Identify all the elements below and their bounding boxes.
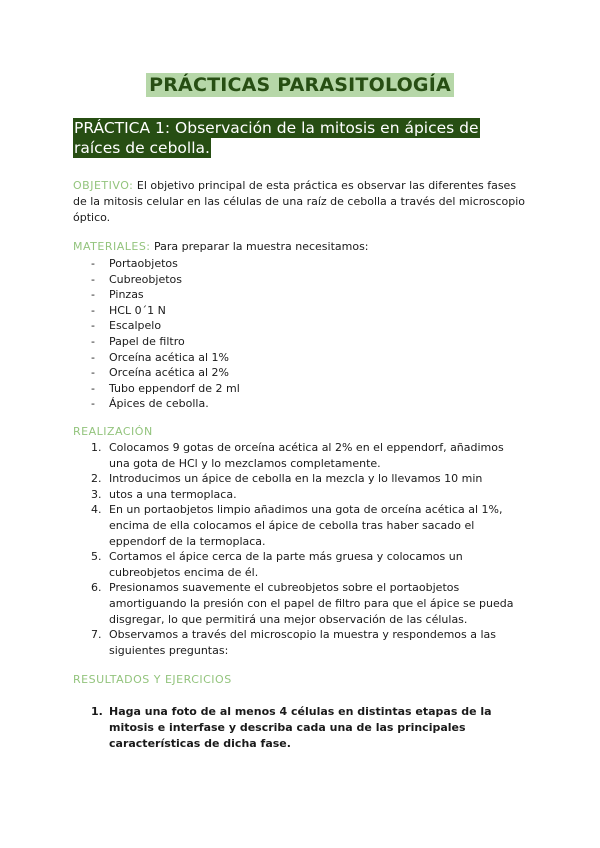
step-number: 3. bbox=[91, 487, 102, 501]
step-text: utos a una termoplaca. bbox=[109, 487, 237, 501]
document-title bbox=[0, 74, 600, 96]
step-number: 5. bbox=[91, 550, 102, 564]
material-item-text: Escalpelo bbox=[109, 319, 162, 333]
material-item-text: Cubreobjetos bbox=[109, 272, 182, 286]
procedure-heading bbox=[73, 424, 533, 440]
material-item-text: Tubo eppendorf de 2 ml bbox=[109, 381, 240, 395]
results-label: RESULTADOS Y EJERCICIOS bbox=[73, 673, 232, 686]
procedure-step bbox=[91, 487, 521, 503]
exercise-item bbox=[91, 704, 511, 752]
step-text: Presionamos suavemente el cubreobjetos sobre el portaobjetos amortiguando la presión con el papel de filtro para que el ápice se pueda disgregar, lo que permitirá una mejor observación de las células. bbox=[109, 581, 514, 626]
step-number: 7. bbox=[91, 628, 102, 642]
material-item bbox=[91, 334, 240, 350]
step-text: Observamos a través del microscopio la muestra y respondemos a las siguientes preguntas: bbox=[109, 628, 497, 657]
practice-heading-text: PRÁCTICA 1: Observación de la mitosis en ápices de raíces de cebolla. bbox=[74, 119, 479, 157]
step-number: 2. bbox=[91, 472, 102, 486]
objective-label: OBJETIVO: bbox=[73, 179, 134, 192]
practice-heading bbox=[73, 118, 493, 158]
material-item-text: HCL 0´1 N bbox=[109, 303, 166, 317]
list-bullet: - bbox=[91, 303, 95, 317]
material-item bbox=[91, 256, 240, 272]
materials-intro: Para preparar la muestra necesitamos: bbox=[150, 240, 369, 253]
material-item-text: Orceína acética al 2% bbox=[109, 366, 229, 380]
material-item bbox=[91, 318, 240, 334]
material-item bbox=[91, 350, 240, 366]
exercise-number: 1. bbox=[91, 705, 103, 718]
material-item bbox=[91, 303, 240, 319]
material-item-text: Portaobjetos bbox=[109, 257, 178, 270]
material-item-text: Orceína acética al 1% bbox=[109, 350, 229, 364]
objective-paragraph bbox=[73, 178, 533, 226]
step-number: 4. bbox=[91, 503, 102, 517]
materials-paragraph bbox=[73, 239, 533, 255]
list-bullet: - bbox=[91, 257, 95, 270]
material-item bbox=[91, 365, 240, 381]
procedure-step bbox=[91, 549, 521, 580]
procedure-steps bbox=[91, 440, 521, 658]
materials-list bbox=[91, 256, 240, 412]
list-bullet: - bbox=[91, 334, 95, 348]
list-bullet: - bbox=[91, 319, 95, 333]
material-item-text: Pinzas bbox=[109, 288, 144, 302]
step-text: Introducimos un ápice de cebolla en la mezcla y lo llevamos 10 min bbox=[109, 472, 483, 486]
list-bullet: - bbox=[91, 381, 95, 395]
list-bullet: - bbox=[91, 397, 95, 411]
procedure-step bbox=[91, 580, 521, 627]
list-bullet: - bbox=[91, 288, 95, 302]
exercise-list bbox=[91, 704, 511, 752]
list-bullet: - bbox=[91, 366, 95, 380]
material-item bbox=[91, 381, 240, 397]
material-item-text: Papel de filtro bbox=[109, 334, 185, 348]
document-title-text: PRÁCTICAS PARASITOLOGÍA bbox=[146, 73, 454, 97]
exercise-text: Haga una foto de al menos 4 células en distintas etapas de la mitosis e interfase y describa cada una de las principales características de dicha fase. bbox=[109, 705, 492, 750]
step-text: En un portaobjetos limpio añadimos una gota de orceína acética al 1%, encima de ella colocamos el ápice de cebolla tras haber sacado el eppendorf de la termoplaca. bbox=[109, 503, 503, 548]
step-number: 6. bbox=[91, 581, 102, 595]
procedure-step bbox=[91, 440, 521, 471]
material-item bbox=[91, 396, 240, 412]
procedure-label: REALIZACIÓN bbox=[73, 425, 153, 438]
list-bullet: - bbox=[91, 350, 95, 364]
step-text: Colocamos 9 gotas de orceína acética al 2% en el eppendorf, añadimos una gota de HCl y lo mezclamos completamente. bbox=[109, 441, 504, 470]
materials-label: MATERIALES: bbox=[73, 240, 151, 253]
objective-text: El objetivo principal de esta práctica es observar las diferentes fases de la mitosis celular en las células de una raíz de cebolla a través del microscopio óptico. bbox=[73, 179, 526, 224]
procedure-step bbox=[91, 627, 521, 658]
results-heading bbox=[73, 672, 533, 688]
step-text: Cortamos el ápice cerca de la parte más gruesa y colocamos un cubreobjetos encima de él. bbox=[109, 550, 463, 579]
procedure-step bbox=[91, 502, 521, 549]
procedure-step bbox=[91, 471, 521, 487]
step-number: 1. bbox=[91, 441, 102, 454]
material-item bbox=[91, 287, 240, 303]
material-item-text: Ápices de cebolla. bbox=[109, 397, 209, 411]
material-item bbox=[91, 272, 240, 288]
list-bullet: - bbox=[91, 272, 95, 286]
